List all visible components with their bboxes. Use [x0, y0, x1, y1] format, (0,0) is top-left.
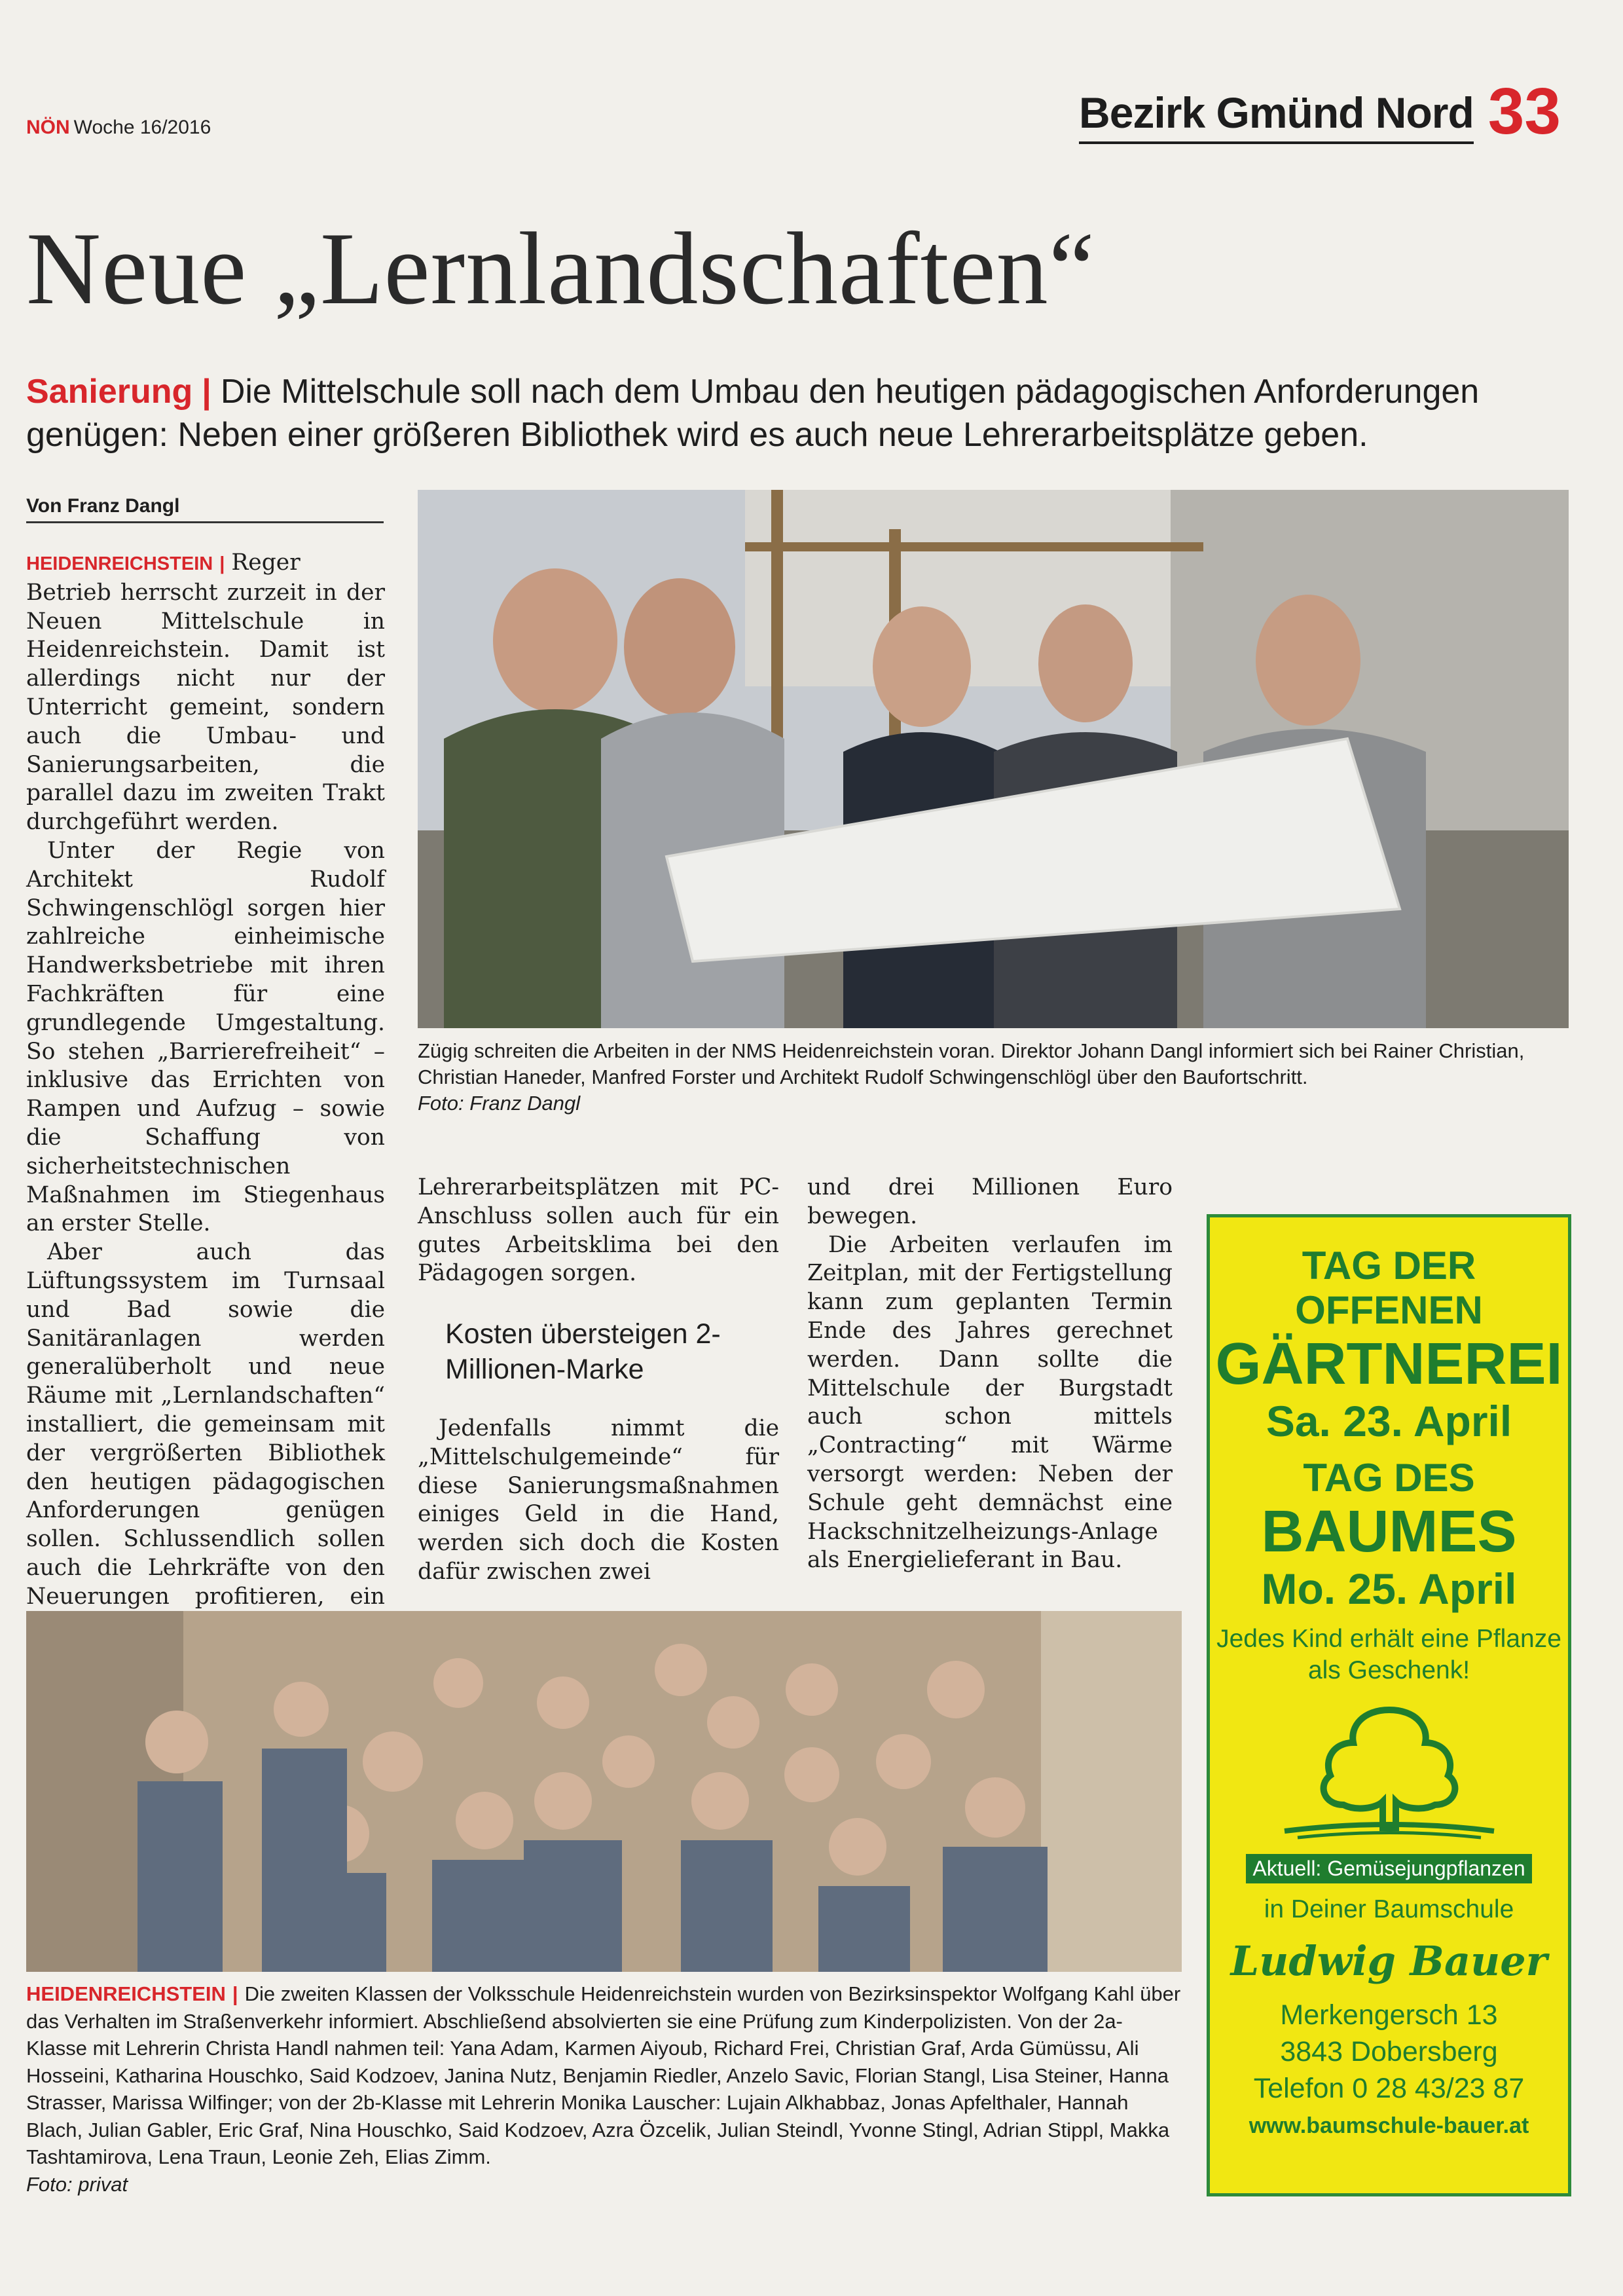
ad-date-2: Mo. 25. April: [1261, 1565, 1517, 1613]
article-subhead: Kosten übersteigen 2-Millionen-Marke: [445, 1318, 721, 1385]
kicker-divider: |: [202, 373, 211, 411]
lead-text: Die Mittelschule soll nach dem Umbau den heutigen pädagogischen Anforderungen genügen: Neben einer größeren Bibliothek wird es auch neue Lehrerarbeitsplätze geben.: [26, 373, 1480, 454]
ad-phone: Telefon 0 28 43/23 87: [1253, 2073, 1525, 2104]
ad-aktuell-badge: Aktuell: Gemüsejungpflanzen: [1246, 1854, 1531, 1883]
ad-line-5: BAUMES: [1261, 1499, 1517, 1565]
ad-address: [1210, 1997, 1568, 2107]
caption-text: Die zweiten Klassen der Volksschule Heidenreichstein wurden von Bezirksinspektor Wolfgang Kahl über das Verhalten im Straßenverkehr informiert. Abschließend absolvierten sie eine Prüfung zum Kinderpolizisten. Von der 2a-Klasse mit Lehrerin Christa Handl nahmen teil: Yana Adam, Karmen Aiyoub, Richard Frei, Christian Graf, Arda Gümüssu, Ali Hosseini, Katharina Houschko, Said Kodzoev, Janina Nutz, Benjamin Riedler, Anzelo Savic, Florian Stangl, Lisa Steiner, Hanna Strasser, Marissa Wilfinger; von der 2b-Klasse mit Lehrerin Monika Lauscher: Lujain Alkhabbaz, Jonas Apfelthaler, Hannah Blach, Julian Gabler, Eric Graf, Nina Houschko, Said Kodzoev, Azra Özcelik, Julian Steindl, Yvonne Stingl, Adrian Stippl, Makka Tashtamirova, Lena Traun, Leonie Zeh, Elias Zimm.: [26, 1982, 1181, 2168]
ad-baumschule: in Deiner Baumschule: [1264, 1895, 1514, 1923]
ad-business-name: Ludwig Bauer: [1230, 1937, 1548, 1985]
dateline-divider: |: [232, 1982, 238, 2005]
dateline: HEIDENREICHSTEIN: [26, 1982, 226, 2005]
byline: Von Franz Dangl: [26, 495, 384, 523]
dateline: HEIDENREICHSTEIN: [26, 553, 213, 574]
article-column-2: [418, 1174, 779, 1288]
ad-street: Merkengersch 13: [1280, 1999, 1498, 2031]
photo-credit: Foto: Franz Dangl: [418, 1092, 581, 1115]
paragraph-text: Reger Betrieb herrscht zurzeit in der Neuen Mittelschule in Heidenreichstein. Damit ist allerdings nicht nur der Unterricht gemeint, sondern auch die Umbau- und Sanierungsarbeiten, die parallel dazu im zweiten Trakt durchgeführt werden.: [26, 549, 385, 836]
paragraph: Die Arbeiten verlaufen im Zeitplan, mit der Fertigstellung kann zum geplanten Termin Ende des Jahres gerechnet werden. Dann sollte die Mittelschule der Burgstadt auch schon mittels „Contracting“ mit Wärme versorgt werden: Neben der Schule geht demnächst eine Hackschnitzelheizungs-Anlage als Energielieferant in Bau.: [807, 1231, 1173, 1574]
article-column-2-continued: [418, 1415, 779, 1587]
paragraph: Lehrerarbeitsplätzen mit PC-Anschluss sollen auch für ein gutes Arbeitsklima bei den Pädagogen sorgen.: [418, 1174, 779, 1287]
tree-logo-icon: [1271, 1697, 1507, 1847]
construction-photo-image: [418, 490, 1569, 1028]
ad-date-1: Sa. 23. April: [1266, 1397, 1512, 1445]
construction-photo: [418, 490, 1569, 1028]
page-header: [1079, 75, 1561, 148]
article-kicker: Sanierung: [26, 373, 193, 411]
paragraph: Aber auch das Lüftungssystem im Turnsaal und Bad sowie die Sanitäranlagen werden generalüberholt und neue Räume mit „Lernlandschaften“ installiert, die gemeinsam mit der vergrößerten Bibliothek den heutigen pädagogischen Anforderungen genügen sollen. Schlussendlich sollen auch die Lehrkräfte von den Neuerungen profitieren, ein: [26, 1239, 385, 1610]
paragraph: [26, 549, 385, 837]
garden-center-ad: [1207, 1214, 1571, 2196]
paragraph: Unter der Regie von Architekt Rudolf Schwingenschlögl sorgen hier zahlreiche einheimische Handwerksbetriebe mit ihren Fachkräften für eine grundlegende Umgestaltung. So stehen „Barrierefreiheit“ – inklusive das Errichten von Rampen und Aufzug – sowie die Schaffung von sicherheitstechnischen Maßnahmen im Stiegenhaus an erster Stelle.: [26, 837, 385, 1237]
article-column-1: [26, 549, 385, 1669]
article-headline: Neue „Lernlandschaften“: [26, 212, 1095, 326]
dateline-divider: |: [219, 553, 225, 574]
photo-credit: Foto: privat: [26, 2172, 128, 2196]
issue-label: [26, 117, 211, 139]
section-title: Bezirk Gmünd Nord: [1079, 88, 1474, 144]
photo-caption: [418, 1038, 1569, 1117]
paragraph: und drei Millionen Euro bewegen.: [807, 1174, 1173, 1229]
article-column-3: [807, 1174, 1173, 1575]
brand-logo: NÖN: [26, 117, 70, 138]
issue-number: Woche 16/2016: [73, 117, 211, 138]
class-photo-caption: [26, 1980, 1182, 2198]
ad-line-4: TAG DES: [1303, 1456, 1475, 1500]
ad-line-2: OFFENEN: [1295, 1288, 1483, 1332]
ad-city: 3843 Dobersberg: [1280, 2036, 1498, 2067]
ad-line-3: GÄRTNEREI: [1215, 1331, 1563, 1397]
class-photo-image: [26, 1611, 1182, 1972]
page-number: 33: [1487, 75, 1561, 148]
ad-website: www.baumschule-bauer.at: [1249, 2113, 1529, 2138]
caption-text: Zügig schreiten die Arbeiten in der NMS Heidenreichstein voran. Direktor Johann Dangl informiert sich bei Rainer Christian, Christian Haneder, Manfred Forster und Architekt Rudolf Schwingenschlögl über den Baufortschritt.: [418, 1039, 1525, 1088]
ad-line-1: TAG DER: [1302, 1244, 1476, 1287]
article-lead: [26, 370, 1584, 456]
ad-note: Jedes Kind erhält eine Pflanze als Geschenk!: [1216, 1625, 1561, 1684]
paragraph: Jedenfalls nimmt die „Mittelschulgemeinde“ für diese Sanierungsmaßnahmen einiges Geld in die Hand, werden sich doch die Kosten dafür zwischen zwei: [418, 1415, 779, 1585]
class-photo: [26, 1611, 1182, 1972]
